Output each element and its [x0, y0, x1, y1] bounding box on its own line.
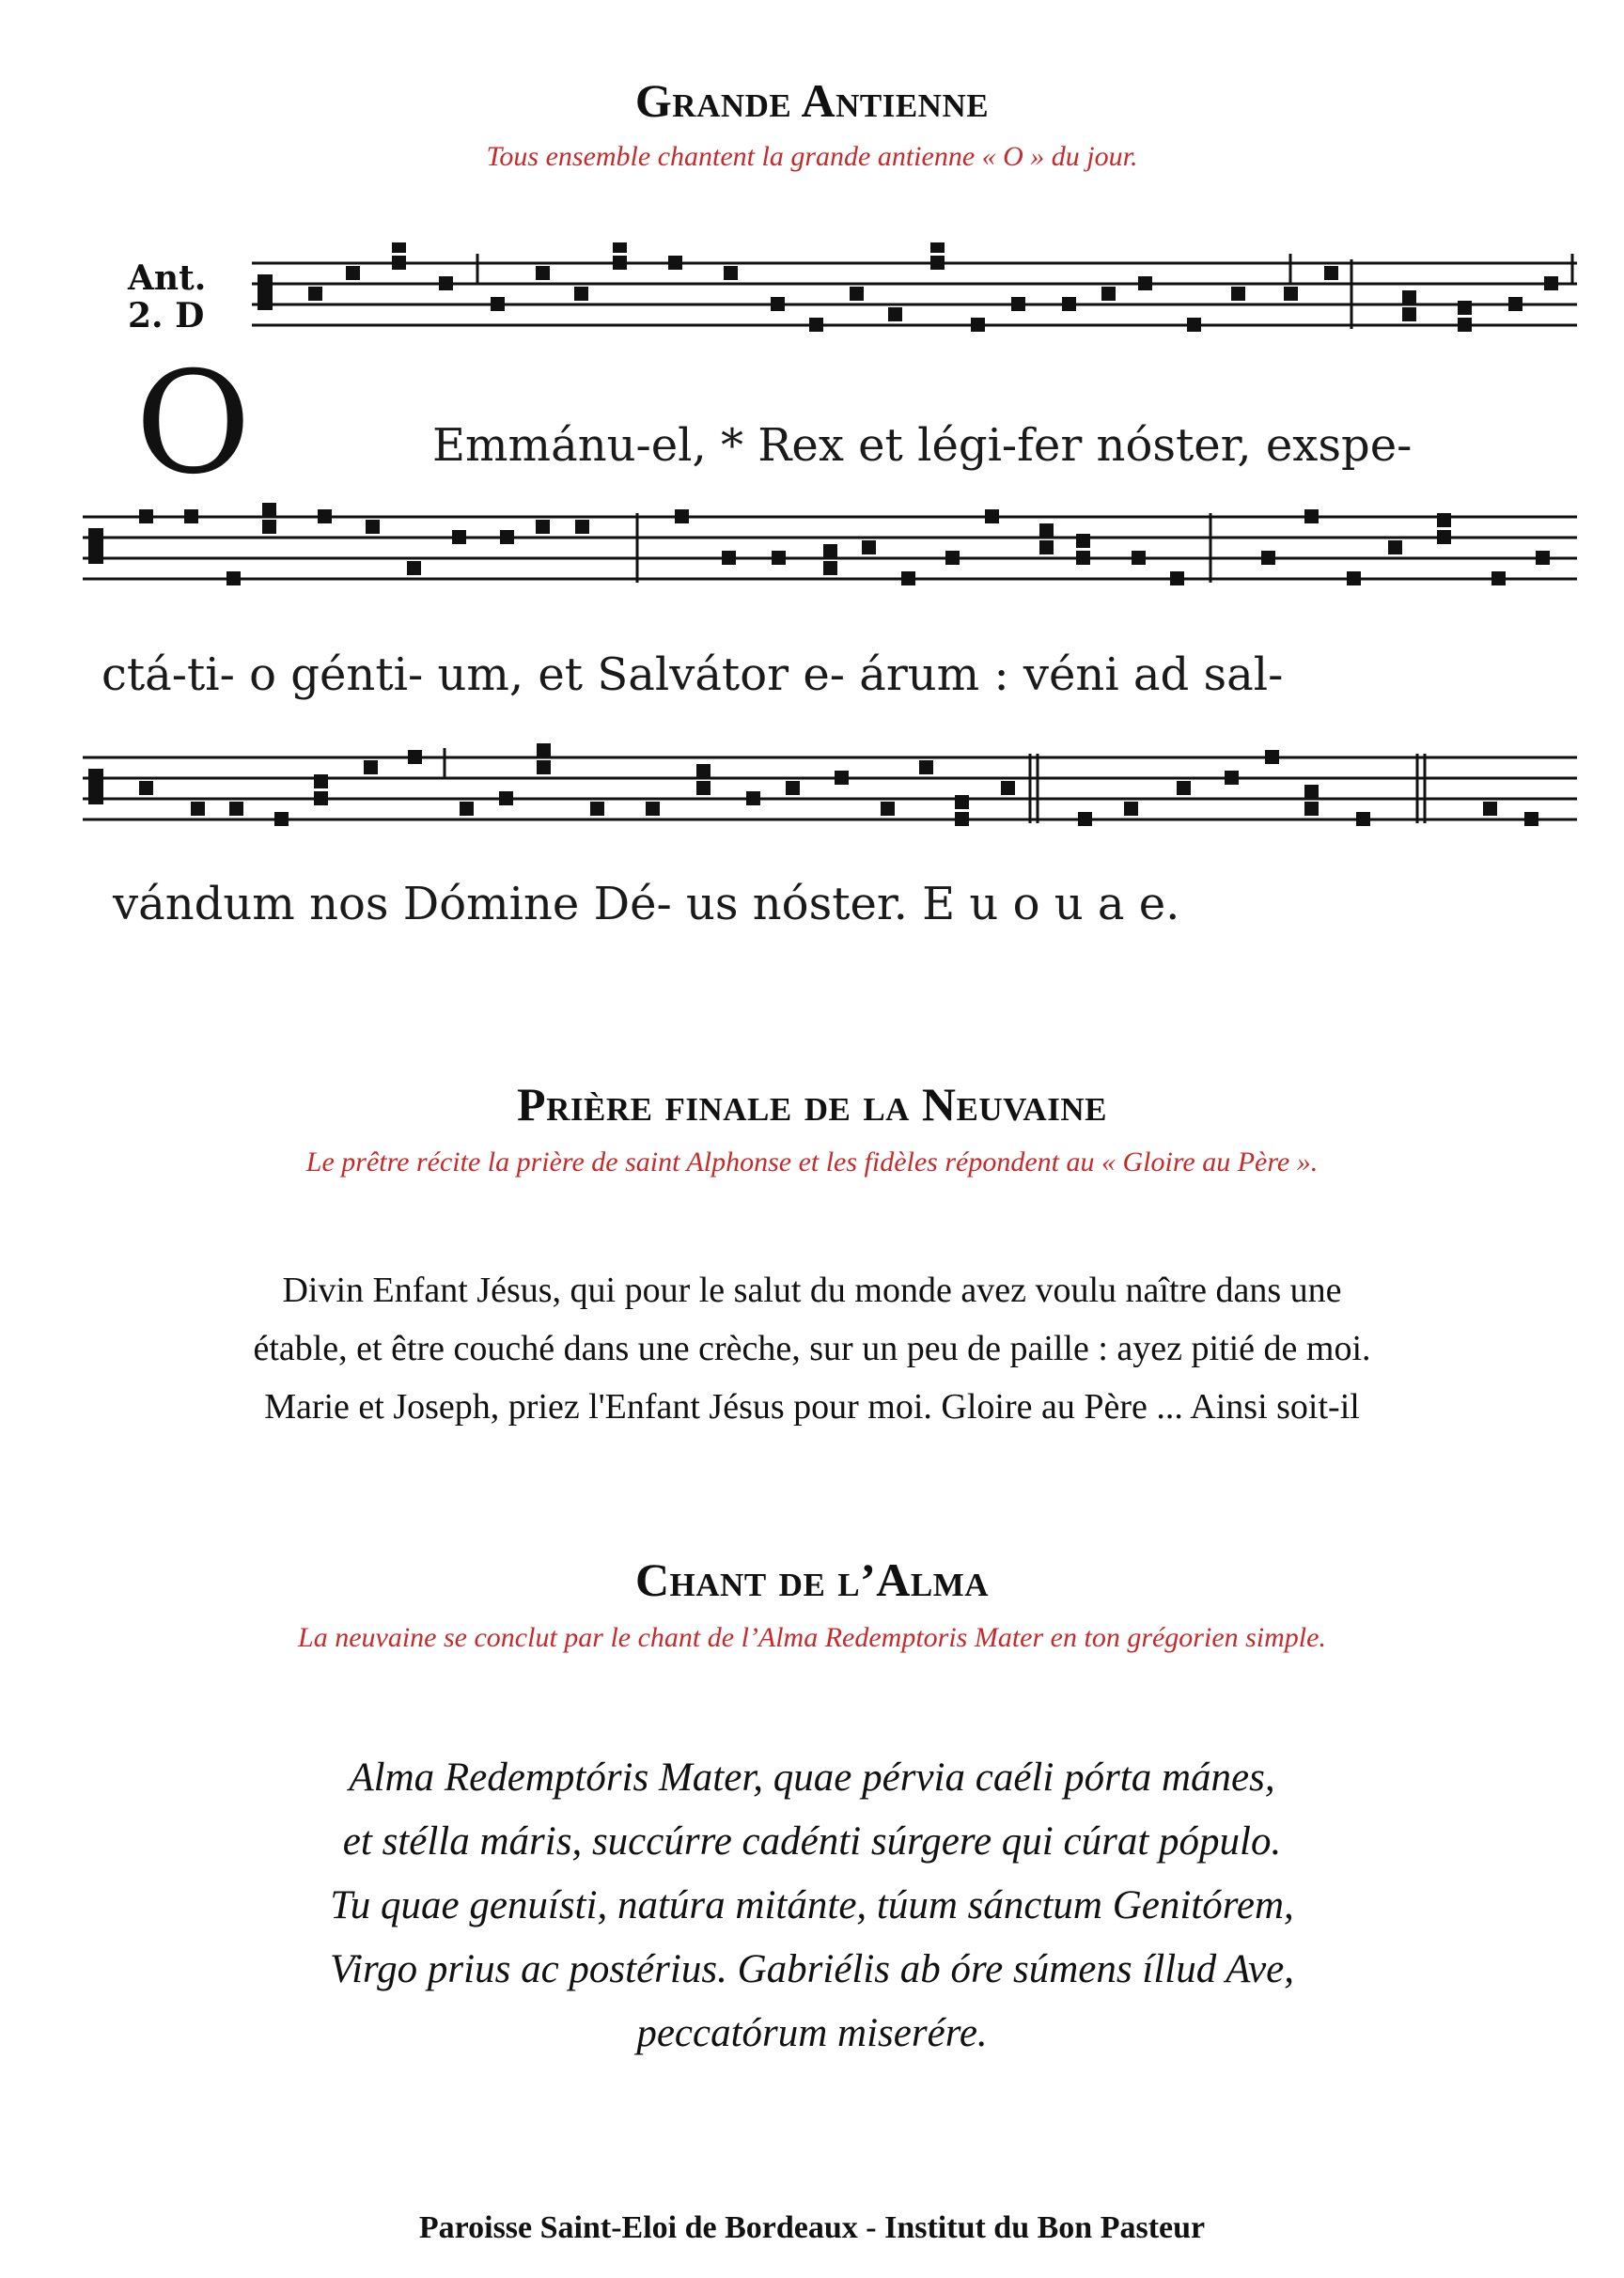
neume-note	[613, 242, 627, 253]
neume-note	[1483, 802, 1497, 816]
do-clef	[88, 788, 103, 804]
priere-text	[103, 1261, 1521, 1436]
neume-note	[823, 544, 837, 558]
neume-note	[392, 242, 406, 253]
priere-line-3: Marie et Joseph, priez l'Enfant Jésus pour moi. Gloire au Père ... Ainsi soit-il	[264, 1387, 1360, 1427]
neume-note	[1076, 534, 1090, 548]
neume-note	[452, 530, 466, 544]
neume-note	[1508, 297, 1522, 311]
neume-note	[930, 242, 945, 253]
neume-note	[696, 781, 710, 795]
neume-note	[1078, 812, 1092, 826]
neume-note	[1491, 571, 1506, 585]
alma-line-5: peccatórum miserére.	[636, 2011, 988, 2055]
neume-note	[139, 781, 153, 795]
neume-note	[229, 802, 243, 816]
neume-note	[1177, 781, 1191, 795]
do-clef	[88, 547, 103, 564]
neume-note	[1124, 802, 1138, 816]
neume-note	[1062, 297, 1076, 311]
neume-note	[139, 509, 153, 523]
neume-note	[574, 287, 588, 301]
neume-note	[590, 802, 604, 816]
neume-note	[1356, 812, 1370, 826]
neume-note	[407, 561, 421, 575]
neume-note	[850, 287, 864, 301]
neume-note	[1187, 318, 1201, 332]
neume-note	[460, 802, 474, 816]
neume-note	[1101, 287, 1116, 301]
neume-note	[536, 266, 550, 280]
neume-note	[1039, 523, 1054, 538]
neume-note	[537, 743, 551, 757]
neume-note	[971, 318, 985, 332]
neume-note	[1347, 571, 1361, 585]
neume-note	[500, 530, 514, 544]
neume-note	[1170, 571, 1184, 585]
neume-note	[499, 791, 513, 805]
alma-hymn-text	[150, 1746, 1474, 2066]
chant-score	[83, 242, 1586, 947]
neume-note	[575, 520, 589, 534]
neume-note	[1437, 513, 1451, 527]
neume-note	[1402, 290, 1416, 304]
neume-note	[888, 307, 902, 321]
alma-line-3: Tu quae genuísti, natúra mitánte, túum sánctum Genitórem,	[330, 1883, 1294, 1927]
alma-line-1: Alma Redemptóris Mater, quae pérvia caéli pórta mánes,	[349, 1755, 1275, 1800]
neume-note	[364, 760, 378, 774]
neume-note	[1458, 301, 1472, 315]
neume-note	[274, 812, 289, 826]
neume-note	[771, 297, 785, 311]
section-title-grande-antienne: Grande Antienne	[634, 74, 990, 127]
neume-note	[930, 256, 945, 270]
neume-note	[722, 551, 736, 565]
neume-note	[1524, 812, 1538, 826]
neume-note	[919, 760, 933, 774]
neume-note	[985, 509, 999, 523]
neume-note	[318, 509, 332, 523]
neume-note	[772, 551, 786, 565]
neume-note	[1437, 530, 1451, 544]
neume-note	[1458, 318, 1472, 332]
neume-note	[613, 256, 627, 270]
neume-note	[1265, 750, 1279, 764]
neume-note	[439, 276, 453, 290]
score-lyrics-line-2: ctá-ti- o génti- um, et Salvátor e- árum : véni ad sal-	[102, 648, 1284, 701]
neume-note	[346, 266, 360, 280]
neume-note	[1076, 551, 1090, 565]
score-lyrics-line-1: Emmánu-el, * Rex et légi-fer nóster, exspe-	[432, 419, 1413, 472]
neume-note	[809, 318, 823, 332]
neume-note	[1304, 802, 1319, 816]
neume-note	[724, 266, 738, 280]
neume-note	[392, 256, 406, 270]
neume-note	[1324, 266, 1338, 280]
neume-note	[191, 802, 205, 816]
neume-note	[366, 520, 380, 534]
neume-note	[955, 795, 969, 809]
neume-note	[1544, 276, 1558, 290]
neume-note	[746, 791, 760, 805]
neume-note	[536, 520, 550, 534]
neume-note	[1261, 551, 1275, 565]
neume-note	[226, 571, 241, 585]
neume-note	[1225, 771, 1239, 785]
neume-note	[1039, 540, 1054, 554]
neume-note	[1138, 276, 1152, 290]
neume-note	[308, 287, 322, 301]
neume-note	[646, 802, 660, 816]
neume-note	[901, 571, 915, 585]
rubric-grande-antienne: Tous ensemble chantent la grande antienne « O » du jour.	[486, 141, 1138, 172]
neume-note	[823, 561, 837, 575]
page-footer: Paroisse Saint-Eloi de Bordeaux - Institut du Bon Pasteur	[418, 2210, 1206, 2245]
staff-notation	[83, 242, 1586, 947]
do-clef	[258, 274, 273, 295]
antiphon-mode-label: Ant. 2. D	[128, 258, 207, 335]
do-clef	[258, 293, 273, 310]
rubric-priere-finale: Le prêtre récite la prière de saint Alphonse et les fidèles répondent au « Gloire au Père ».	[305, 1147, 1319, 1178]
alma-line-2: et stélla máris, succúrre cadénti súrgere qui cúrat pópulo.	[342, 1819, 1282, 1864]
neume-note	[184, 509, 198, 523]
neume-note	[1304, 509, 1319, 523]
do-clef	[88, 769, 103, 789]
do-clef	[88, 528, 103, 549]
neume-note	[945, 551, 960, 565]
neume-note	[408, 750, 422, 764]
neume-note	[1231, 287, 1245, 301]
neume-note	[1001, 781, 1015, 795]
neume-note	[881, 802, 895, 816]
section-title-chant-alma: Chant de l’Alma	[634, 1553, 990, 1606]
antiphon-initial: O	[135, 342, 251, 506]
neume-note	[1536, 551, 1550, 565]
neume-note	[1011, 297, 1025, 311]
neume-note	[314, 791, 328, 805]
neume-note	[862, 540, 876, 554]
score-lyrics-line-3: vándum nos Dómine Dé- us nóster. E u o u a e.	[113, 878, 1180, 930]
neume-note	[835, 771, 849, 785]
neume-note	[262, 503, 276, 517]
neume-note	[314, 774, 328, 788]
neume-note	[537, 760, 551, 774]
neume-note	[786, 781, 800, 795]
neume-note	[696, 764, 710, 778]
neume-note	[1402, 307, 1416, 321]
neume-note	[1388, 540, 1402, 554]
alma-line-4: Virgo prius ac postérius. Gabriélis ab óre súmens íllud Ave,	[330, 1947, 1294, 1991]
priere-line-2: étable, et être couché dans une crèche, sur un peu de paille : ayez pitié de moi.	[253, 1329, 1371, 1368]
neume-note	[1132, 551, 1146, 565]
neume-note	[668, 256, 682, 270]
section-title-priere-finale: Prière finale de la Neuvaine	[517, 1078, 1107, 1131]
neume-note	[675, 509, 689, 523]
neume-note	[262, 520, 276, 534]
neume-note	[491, 297, 505, 311]
rubric-chant-alma: La neuvaine se conclut par le chant de l’Alma Redemptoris Mater en ton grégorien simple.	[298, 1622, 1326, 1653]
neume-note	[1284, 287, 1298, 301]
neume-note	[955, 812, 969, 826]
neume-note	[1304, 785, 1319, 799]
priere-line-1: Divin Enfant Jésus, qui pour le salut du monde avez voulu naître dans une	[282, 1271, 1342, 1310]
